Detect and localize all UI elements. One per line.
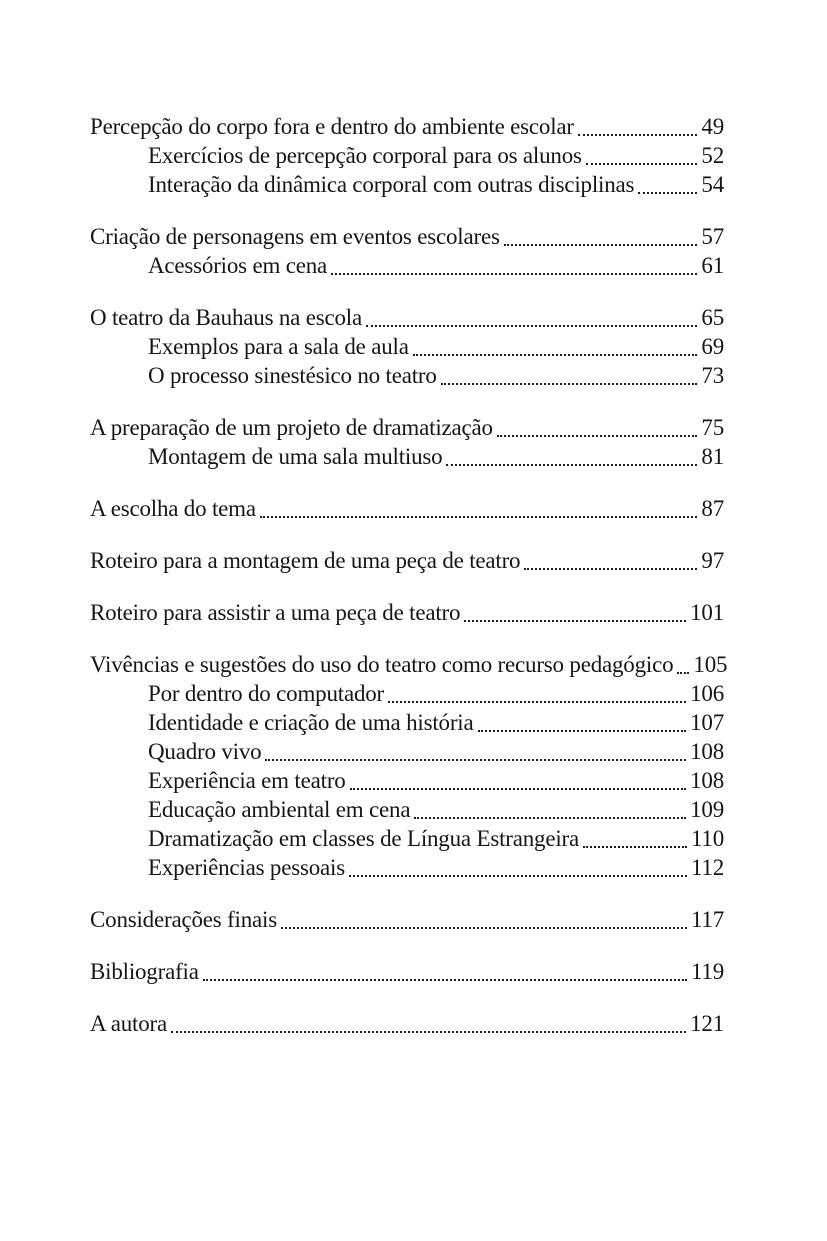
toc-leader-dots — [524, 568, 697, 570]
toc-group — [90, 222, 724, 280]
toc-entry-title: A autora — [90, 1011, 167, 1036]
toc-entry — [90, 222, 724, 251]
toc-group — [90, 546, 724, 575]
toc-entry — [90, 112, 724, 141]
toc-entry — [90, 708, 724, 737]
toc-entry-title: Identidade e criação de uma história — [148, 710, 474, 735]
toc-group — [90, 650, 728, 882]
toc-entry-title: O teatro da Bauhaus na escola — [90, 305, 363, 330]
toc-entry — [90, 546, 724, 575]
toc-entry-page: 97 — [701, 548, 724, 573]
toc-entry-page: 49 — [701, 114, 724, 139]
toc-leader-dots — [578, 134, 698, 136]
toc-entry-page: 112 — [690, 855, 724, 880]
toc-entry-title: Interação da dinâmica corporal com outras disciplinas — [148, 172, 635, 197]
toc-entry-title: Por dentro do computador — [148, 681, 385, 706]
toc-leader-dots — [366, 325, 697, 327]
toc-entry-page: 57 — [701, 224, 724, 249]
toc-entry-page: 107 — [690, 710, 724, 735]
toc-leader-dots — [464, 620, 686, 622]
toc-entry — [90, 413, 724, 442]
toc-entry — [90, 361, 724, 390]
toc-entry — [90, 824, 724, 853]
toc-group — [90, 905, 724, 934]
toc-entry-title: Experiências pessoais — [148, 855, 345, 880]
toc-entry-page: 73 — [701, 363, 724, 388]
toc-entry-page: 61 — [701, 253, 724, 278]
toc-leader-dots — [350, 788, 687, 790]
toc-leader-dots — [446, 464, 697, 466]
toc-entry — [90, 737, 724, 766]
toc-leader-dots — [171, 1031, 686, 1033]
toc-entry-title: A escolha do tema — [90, 496, 256, 521]
toc-group — [90, 598, 724, 627]
toc-entry-title: Experiência em teatro — [148, 768, 346, 793]
toc-entry — [90, 905, 724, 934]
toc-entry-page: 81 — [701, 444, 724, 469]
toc-entry-page: 110 — [690, 826, 724, 851]
toc-group — [90, 303, 724, 390]
toc-entry-title: A preparação de um projeto de dramatização — [90, 415, 493, 440]
toc-leader-dots — [414, 817, 686, 819]
toc-group — [90, 413, 724, 471]
toc-leader-dots — [586, 163, 698, 165]
toc-entry-page: 75 — [701, 415, 724, 440]
toc-entry-title: Educação ambiental em cena — [148, 797, 411, 822]
toc-entry — [90, 957, 724, 986]
toc-entry — [90, 442, 724, 471]
toc-entry-page: 109 — [690, 797, 724, 822]
toc-entry-title: Acessórios em cena — [148, 253, 328, 278]
toc-entry-page: 69 — [701, 334, 724, 359]
toc-entry-title: Vivências e sugestões do uso do teatro como recurso pedagógico — [90, 652, 674, 677]
toc-entry-page: 117 — [690, 907, 724, 932]
toc-leader-dots — [388, 701, 686, 703]
toc-entry-page: 108 — [690, 739, 724, 764]
toc-entry-page: 108 — [690, 768, 724, 793]
toc-entry-title: Quadro vivo — [148, 739, 262, 764]
toc-entry — [90, 679, 724, 708]
toc-leader-dots — [478, 730, 687, 732]
toc-entry — [90, 494, 724, 523]
toc-entry-page: 121 — [690, 1011, 724, 1036]
toc-entry-page: 52 — [701, 143, 724, 168]
toc-entry-page: 119 — [690, 959, 724, 984]
toc-entry-title: Roteiro para assistir a uma peça de teatro — [90, 600, 461, 625]
toc-leader-dots — [281, 927, 687, 929]
toc-leader-dots — [203, 979, 687, 981]
toc-entry — [90, 332, 724, 361]
toc-entry — [90, 853, 724, 882]
toc-entry-title: Roteiro para a montagem de uma peça de teatro — [90, 548, 521, 573]
toc-leader-dots — [260, 516, 698, 518]
toc-group — [90, 1009, 724, 1038]
toc-entry — [90, 303, 724, 332]
toc-entry-title: Montagem de uma sala multiuso — [148, 444, 443, 469]
toc-entry-page: 106 — [690, 681, 724, 706]
toc-entry-title: Exemplos para a sala de aula — [148, 334, 409, 359]
toc-entry-title: Criação de personagens em eventos escolares — [90, 224, 500, 249]
toc-entry-page: 101 — [690, 600, 724, 625]
toc-leader-dots — [638, 192, 697, 194]
toc-entry — [90, 598, 724, 627]
toc-entry — [90, 795, 724, 824]
toc-entry — [90, 251, 724, 280]
toc-entry — [90, 170, 724, 199]
toc-entry — [90, 1009, 724, 1038]
toc-entry-title: Dramatização em classes de Língua Estrangeira — [148, 826, 579, 851]
toc-entry-page: 87 — [701, 496, 724, 521]
toc-entry-title: Percepção do corpo fora e dentro do ambiente escolar — [90, 114, 574, 139]
toc-entry-title: Considerações finais — [90, 907, 277, 932]
toc-entry — [90, 766, 724, 795]
toc-entry-title: Bibliografia — [90, 959, 199, 984]
toc-leader-dots — [677, 672, 689, 674]
toc-entry-page: 54 — [701, 172, 724, 197]
toc-leader-dots — [497, 435, 698, 437]
toc-leader-dots — [441, 383, 698, 385]
toc-leader-dots — [413, 354, 698, 356]
toc-entry-title: O processo sinestésico no teatro — [148, 363, 437, 388]
toc-leader-dots — [504, 244, 698, 246]
table-of-contents — [90, 112, 728, 1038]
toc-entry — [90, 141, 724, 170]
toc-leader-dots — [349, 875, 687, 877]
toc-group — [90, 957, 724, 986]
toc-entry-title: Exercícios de percepção corporal para os alunos — [148, 143, 582, 168]
toc-group — [90, 494, 724, 523]
toc-group — [90, 112, 724, 199]
toc-entry-page: 105 — [693, 652, 728, 677]
toc-leader-dots — [331, 273, 697, 275]
toc-entry — [90, 650, 728, 679]
toc-leader-dots — [265, 759, 686, 761]
toc-leader-dots — [583, 846, 687, 848]
toc-entry-page: 65 — [701, 305, 724, 330]
